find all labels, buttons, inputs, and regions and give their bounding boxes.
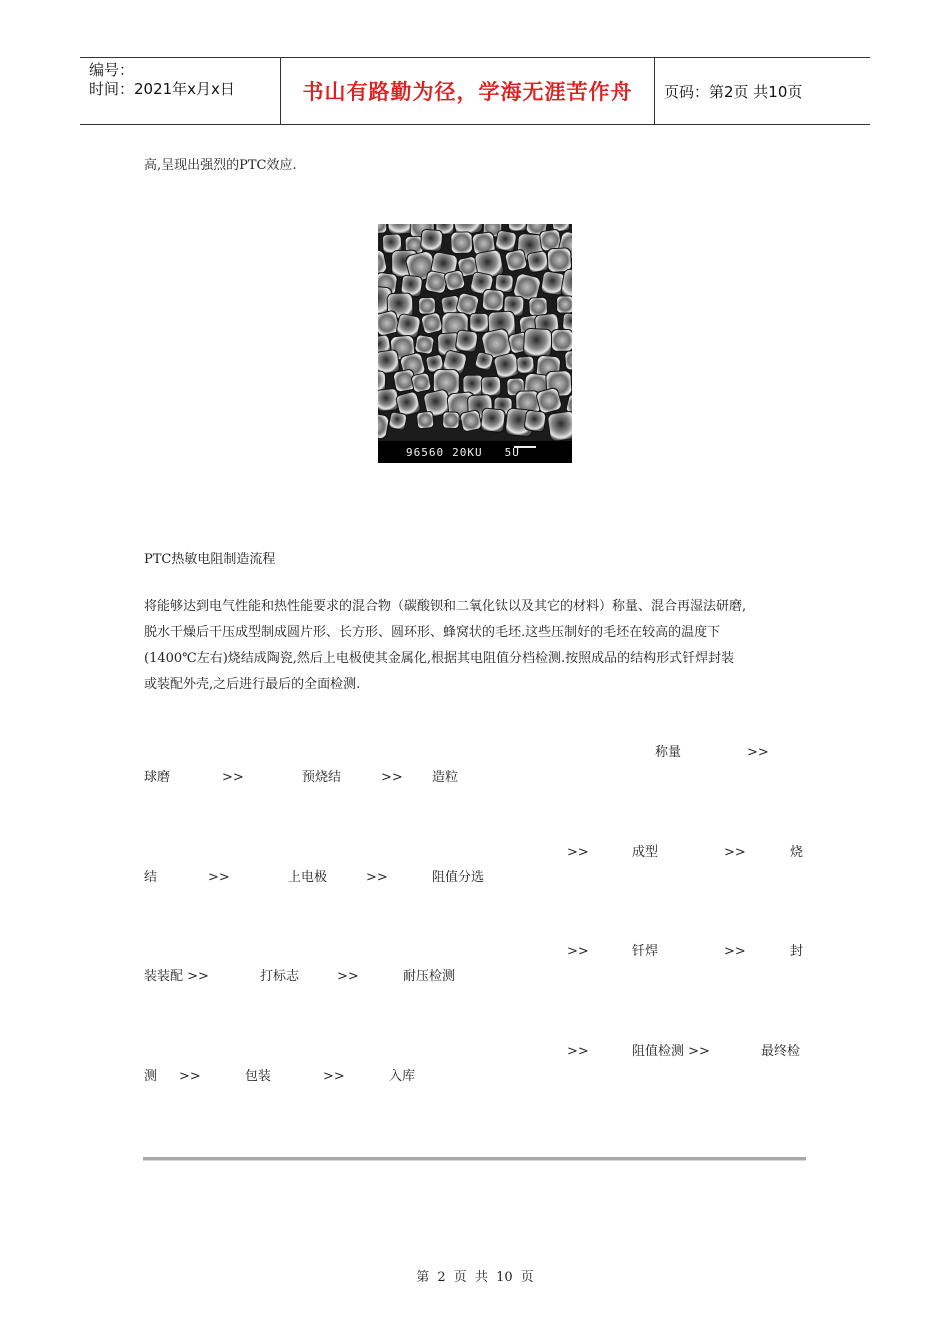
flow-step: 烧 bbox=[790, 845, 804, 860]
grain-shape bbox=[411, 372, 432, 393]
caption-scale: 5U bbox=[504, 445, 520, 459]
page-footer bbox=[0, 1266, 950, 1285]
grain-shape bbox=[470, 313, 489, 332]
grain-shape bbox=[529, 297, 548, 316]
grain-shape bbox=[482, 289, 504, 311]
flow-step: 结 bbox=[144, 870, 158, 885]
flow-arrow: >> bbox=[724, 944, 746, 959]
grain-shape bbox=[420, 229, 442, 251]
header-meta-cell bbox=[80, 58, 281, 124]
footer-page-number: 2 bbox=[437, 1270, 446, 1285]
grain-shape bbox=[517, 356, 535, 374]
grain-shape bbox=[481, 376, 501, 396]
grain-shape bbox=[480, 408, 505, 433]
grain-shape bbox=[419, 297, 436, 314]
sem-micrograph-image bbox=[378, 224, 572, 463]
footer-ye2: 页 bbox=[520, 1270, 534, 1285]
grain-shape bbox=[493, 352, 521, 380]
flow-arrow: >> bbox=[747, 745, 769, 760]
grain-shape bbox=[551, 330, 572, 352]
footer-gong: 共 bbox=[474, 1270, 488, 1285]
flow-step: 入库 bbox=[389, 1069, 416, 1084]
grain-shape bbox=[388, 412, 407, 431]
process-paragraph bbox=[144, 594, 814, 698]
flow-step: 阻值分选 bbox=[432, 870, 485, 885]
flow-arrow: >> bbox=[724, 845, 746, 860]
grain-shape bbox=[495, 230, 517, 252]
grain-shape bbox=[523, 328, 552, 357]
paragraph-line: 脱水干燥后干压成型制成圆片形、长方形、圆环形、蜂窝状的毛坯.这些压制好的毛坯在较高的温度下 bbox=[144, 625, 721, 640]
flow-step: 测 bbox=[144, 1069, 158, 1084]
flow-arrow: >> bbox=[567, 944, 589, 959]
flow-arrow: >> bbox=[567, 1044, 589, 1059]
document-number-label: 编号： bbox=[89, 61, 135, 79]
footer-di: 第 bbox=[416, 1270, 430, 1285]
header-page-info: 页码：第2页 共10页 bbox=[664, 82, 803, 101]
grain-shape bbox=[547, 248, 572, 273]
flow-step: 封 bbox=[790, 944, 804, 959]
grain-shape bbox=[564, 350, 572, 371]
grain-shape bbox=[416, 411, 434, 429]
flow-step: 最终检 bbox=[761, 1044, 801, 1059]
flow-step: 钎焊 bbox=[632, 944, 659, 959]
flow-step: 球磨 bbox=[144, 770, 171, 785]
flow-step: 成型 bbox=[632, 845, 659, 860]
flow-step: 预烧结 bbox=[302, 770, 342, 785]
flow-arrow: >> bbox=[366, 870, 388, 885]
grain-shape bbox=[557, 296, 572, 313]
document-time-label: 时间：2021年x月x日 bbox=[89, 80, 235, 98]
grain-shape bbox=[444, 269, 466, 291]
flow-step: 包装 bbox=[245, 1069, 272, 1084]
footer-ye: 页 bbox=[453, 1270, 467, 1285]
grain-shape bbox=[424, 270, 448, 294]
flow-arrow: >> bbox=[222, 770, 244, 785]
paragraph-line: (1400℃左右)烧结成陶瓷,然后上电极使其金属化,根据其电阻值分档检测.按照成品的结构形式钎焊封装 bbox=[144, 651, 735, 666]
flow-step: 打标志 bbox=[260, 969, 300, 984]
grain-shape bbox=[524, 410, 546, 432]
intro-line: 高,呈现出强烈的PTC效应. bbox=[144, 158, 297, 173]
paragraph-line: 将能够达到电气性能和热性能要求的混合物（碳酸钡和二氧化钛以及其它的材料）称量、混合再湿法研磨, bbox=[144, 599, 747, 614]
flow-step: 造粒 bbox=[432, 770, 459, 785]
grain-shape bbox=[547, 411, 572, 441]
grain-shape bbox=[414, 334, 434, 354]
flow-arrow: >> bbox=[337, 969, 359, 984]
flow-step: 耐压检测 bbox=[403, 969, 456, 984]
paragraph-line: 或装配外壳,之后进行最后的全面检测. bbox=[144, 677, 361, 692]
flow-step: 装装配 >> bbox=[144, 969, 209, 984]
grain-shape bbox=[451, 232, 473, 254]
grain-shape bbox=[508, 224, 526, 231]
grain-shape bbox=[504, 249, 527, 272]
footer-total-pages: 10 bbox=[496, 1270, 513, 1285]
flow-arrow: >> bbox=[179, 1069, 201, 1084]
grain-shape bbox=[460, 410, 483, 433]
flow-arrow: >> bbox=[381, 770, 403, 785]
flow-arrow: >> bbox=[323, 1069, 345, 1084]
micrograph-caption bbox=[378, 441, 572, 463]
footer-divider bbox=[143, 1157, 806, 1161]
grain-shape bbox=[443, 412, 460, 429]
caption-id: 96560 bbox=[406, 445, 445, 459]
flow-step: 上电极 bbox=[288, 870, 328, 885]
grain-shape bbox=[396, 313, 422, 339]
grain-shape bbox=[378, 224, 387, 233]
section-title: PTC热敏电阻制造流程 bbox=[144, 552, 276, 567]
grain-shape bbox=[474, 352, 494, 372]
grain-shape bbox=[526, 250, 549, 273]
grain-shape bbox=[421, 312, 444, 335]
flow-arrow: >> bbox=[208, 870, 230, 885]
micrograph-grains bbox=[378, 224, 572, 441]
flow-step: 称量 bbox=[655, 745, 682, 760]
flow-step: 阻值检测 >> bbox=[632, 1044, 710, 1059]
caption-kv: 20KU bbox=[452, 445, 483, 459]
header-motto: 书山有路勤为径，学海无涯苦作舟 bbox=[281, 58, 655, 124]
flow-arrow: >> bbox=[567, 845, 589, 860]
grain-shape bbox=[455, 330, 478, 353]
document-header bbox=[80, 57, 870, 125]
